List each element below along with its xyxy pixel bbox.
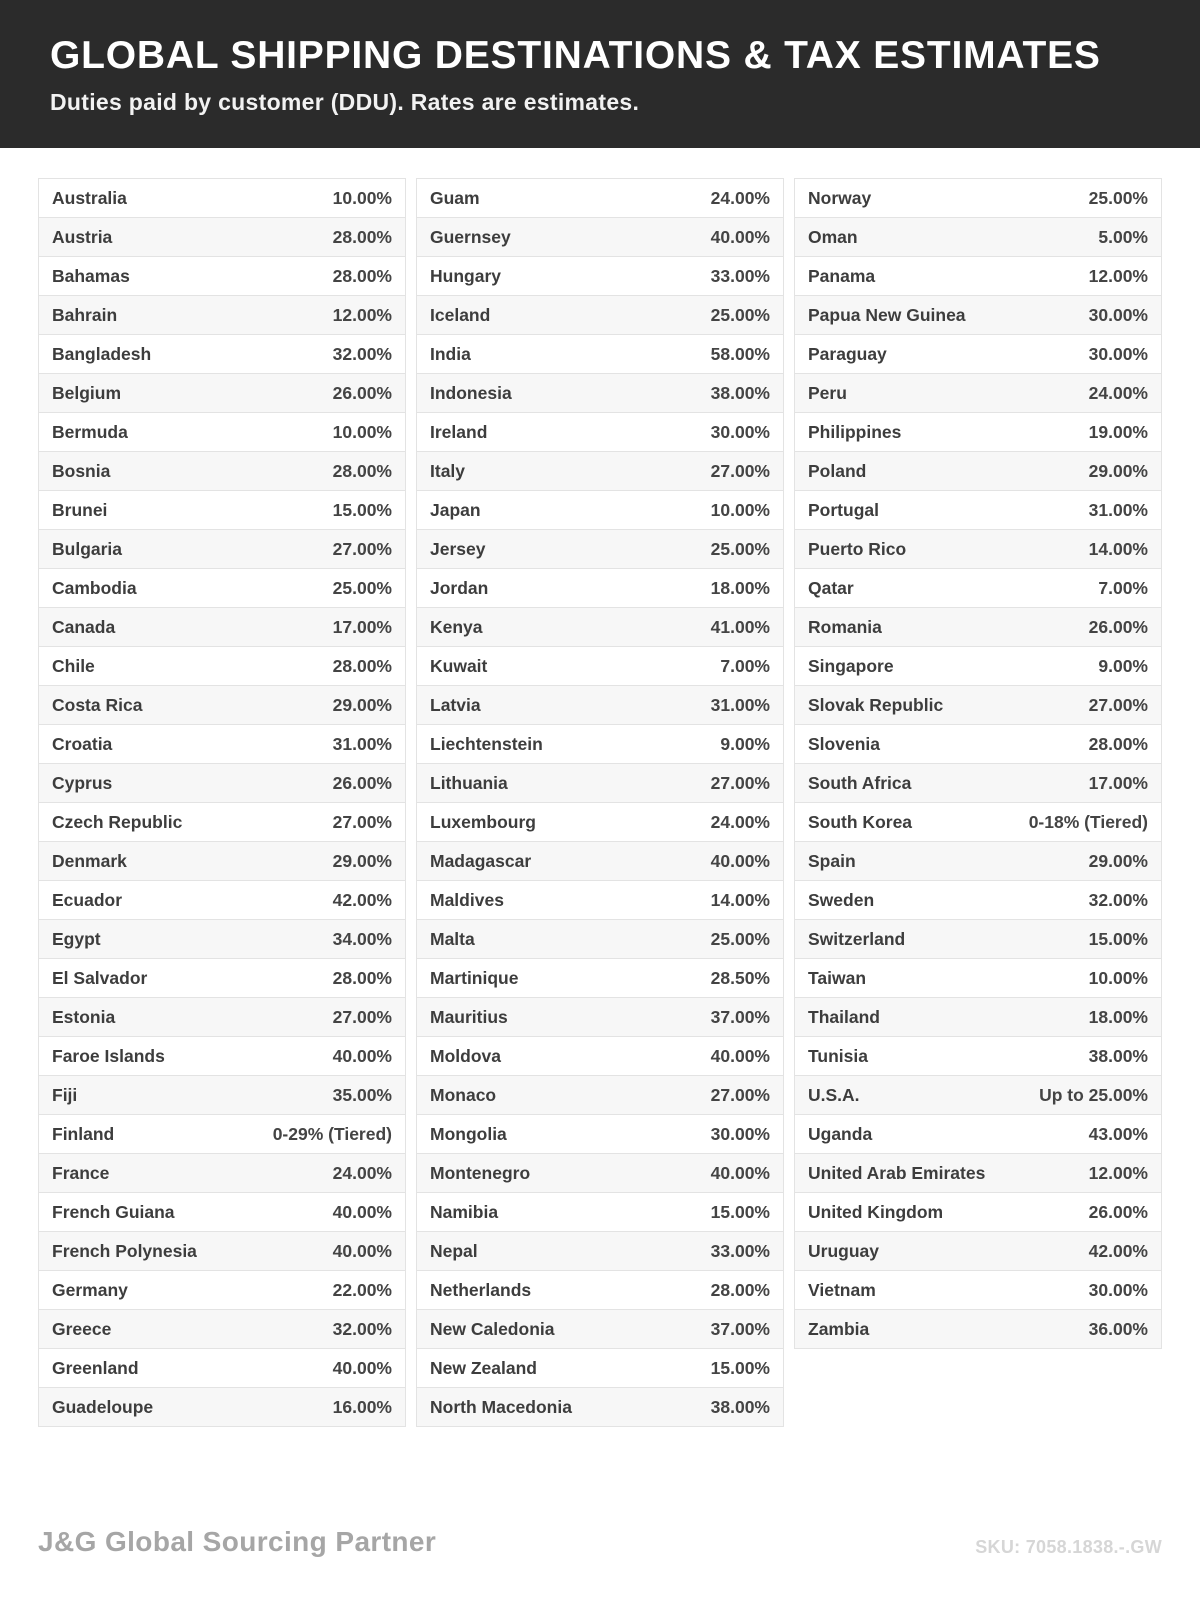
rate-row	[417, 530, 783, 569]
country-name: Montenegro	[430, 1162, 531, 1183]
rate-row	[39, 296, 405, 335]
rate-row	[39, 998, 405, 1037]
country-name: Finland	[52, 1123, 115, 1144]
country-name: French Guiana	[52, 1201, 175, 1222]
tax-rate: 28.50%	[710, 967, 770, 988]
rate-row	[795, 374, 1161, 413]
country-name: Bangladesh	[52, 343, 152, 364]
rate-row	[39, 725, 405, 764]
country-name: Sweden	[808, 889, 875, 910]
country-name: El Salvador	[52, 967, 148, 988]
rate-row	[39, 881, 405, 920]
rate-row	[417, 1193, 783, 1232]
country-name: United Arab Emirates	[808, 1162, 986, 1183]
rate-row	[39, 1076, 405, 1115]
country-name: Guadeloupe	[52, 1396, 154, 1417]
country-name: Switzerland	[808, 928, 906, 949]
country-name: Netherlands	[430, 1279, 532, 1300]
country-name: Bahamas	[52, 265, 130, 286]
country-name: Cyprus	[52, 772, 113, 793]
tax-rate: 10.00%	[710, 499, 770, 520]
country-name: Egypt	[52, 928, 101, 949]
country-name: Malta	[430, 928, 475, 949]
tax-rate: 17.00%	[1088, 772, 1148, 793]
rate-row	[417, 608, 783, 647]
rate-row	[795, 218, 1161, 257]
country-name: Romania	[808, 616, 882, 637]
tax-rate: 18.00%	[710, 577, 770, 598]
tax-rate: 26.00%	[332, 382, 392, 403]
tax-rate: 58.00%	[710, 343, 770, 364]
page-title: GLOBAL SHIPPING DESTINATIONS & TAX ESTIMATES	[50, 34, 1101, 77]
rate-row	[39, 218, 405, 257]
rate-row	[795, 920, 1161, 959]
rate-row	[39, 452, 405, 491]
country-name: Slovak Republic	[808, 694, 944, 715]
country-name: South Korea	[808, 811, 913, 832]
country-name: Guernsey	[430, 226, 511, 247]
tax-rate: 12.00%	[1088, 265, 1148, 286]
country-name: Peru	[808, 382, 847, 403]
tax-rate: 28.00%	[332, 967, 392, 988]
country-name: Poland	[808, 460, 867, 481]
rate-row	[417, 257, 783, 296]
tax-rate: 14.00%	[1088, 538, 1148, 559]
tax-rate: 28.00%	[1088, 733, 1148, 754]
rate-row	[39, 335, 405, 374]
country-name: France	[52, 1162, 110, 1183]
tax-rate: 28.00%	[332, 655, 392, 676]
tax-rate: 28.00%	[332, 265, 392, 286]
rate-row	[417, 725, 783, 764]
country-name: Ecuador	[52, 889, 123, 910]
rate-row	[39, 491, 405, 530]
rate-row	[39, 1388, 405, 1427]
country-name: Estonia	[52, 1006, 116, 1027]
country-name: Mongolia	[430, 1123, 507, 1144]
tax-rate: 0-18% (Tiered)	[1028, 811, 1148, 832]
country-name: Australia	[52, 187, 127, 208]
rate-row	[39, 1115, 405, 1154]
rate-row	[417, 1232, 783, 1271]
tax-rate: 25.00%	[332, 577, 392, 598]
page-footer	[0, 1526, 1200, 1600]
rate-row	[417, 179, 783, 218]
country-name: Paraguay	[808, 343, 887, 364]
tax-rate: 38.00%	[1088, 1045, 1148, 1066]
rate-row	[417, 881, 783, 920]
country-name: Namibia	[430, 1201, 499, 1222]
country-name: Greece	[52, 1318, 112, 1339]
rate-row	[417, 335, 783, 374]
country-name: Uruguay	[808, 1240, 879, 1261]
tax-rate: 15.00%	[1088, 928, 1148, 949]
country-name: Italy	[430, 460, 466, 481]
tax-rate: 40.00%	[332, 1045, 392, 1066]
tax-rate: 37.00%	[710, 1318, 770, 1339]
country-name: Monaco	[430, 1084, 497, 1105]
rate-row	[417, 1388, 783, 1427]
tax-rate: 24.00%	[332, 1162, 392, 1183]
tax-rate: 40.00%	[710, 1162, 770, 1183]
rate-row	[417, 920, 783, 959]
tax-rate: 7.00%	[1098, 577, 1148, 598]
tax-rate: 28.00%	[710, 1279, 770, 1300]
rate-row	[39, 1154, 405, 1193]
country-name: Costa Rica	[52, 694, 143, 715]
rate-row	[795, 1271, 1161, 1310]
rate-row	[795, 569, 1161, 608]
tax-rate: 40.00%	[710, 226, 770, 247]
tax-rate: 15.00%	[710, 1357, 770, 1378]
tax-rate: 19.00%	[1088, 421, 1148, 442]
rate-row	[417, 842, 783, 881]
tax-rate: 9.00%	[720, 733, 770, 754]
country-name: Mauritius	[430, 1006, 508, 1027]
tax-rate: 30.00%	[710, 1123, 770, 1144]
country-name: Croatia	[52, 733, 113, 754]
tax-rate: 25.00%	[1088, 187, 1148, 208]
country-name: South Africa	[808, 772, 912, 793]
country-name: New Caledonia	[430, 1318, 555, 1339]
tax-rate: 33.00%	[710, 1240, 770, 1261]
tax-rate: 42.00%	[332, 889, 392, 910]
country-name: Martinique	[430, 967, 519, 988]
tax-rate: 12.00%	[1088, 1162, 1148, 1183]
tax-rate: 30.00%	[1088, 304, 1148, 325]
rate-row	[795, 803, 1161, 842]
rate-row	[795, 1076, 1161, 1115]
tax-rate: 22.00%	[332, 1279, 392, 1300]
country-name: Denmark	[52, 850, 127, 871]
rate-row	[417, 452, 783, 491]
tax-rate: 27.00%	[710, 772, 770, 793]
country-name: Slovenia	[808, 733, 880, 754]
rate-row	[39, 959, 405, 998]
rate-row	[39, 764, 405, 803]
page-subtitle: Duties paid by customer (DDU). Rates are estimates.	[50, 88, 640, 115]
tax-rate: 10.00%	[1088, 967, 1148, 988]
rate-row	[417, 686, 783, 725]
tax-rate: 27.00%	[332, 811, 392, 832]
rate-row	[795, 413, 1161, 452]
rate-row	[39, 1037, 405, 1076]
tax-rate: 5.00%	[1098, 226, 1148, 247]
tax-rate: 27.00%	[710, 1084, 770, 1105]
country-name: Lithuania	[430, 772, 508, 793]
tax-rate: 31.00%	[710, 694, 770, 715]
country-name: Thailand	[808, 1006, 880, 1027]
rate-row	[39, 374, 405, 413]
tax-rate: 16.00%	[332, 1396, 392, 1417]
tax-rate: 25.00%	[710, 304, 770, 325]
country-name: Bosnia	[52, 460, 111, 481]
tax-rate: 24.00%	[1088, 382, 1148, 403]
rate-row	[795, 647, 1161, 686]
tax-rate: 32.00%	[1088, 889, 1148, 910]
tax-rate: 34.00%	[332, 928, 392, 949]
tax-rate: 26.00%	[1088, 616, 1148, 637]
tax-rate: 27.00%	[332, 1006, 392, 1027]
tax-rate: 32.00%	[332, 343, 392, 364]
rate-row	[417, 413, 783, 452]
country-name: Nepal	[430, 1240, 478, 1261]
country-name: Canada	[52, 616, 116, 637]
tax-rate: 25.00%	[710, 538, 770, 559]
country-name: Guam	[430, 187, 480, 208]
rate-row	[39, 569, 405, 608]
tax-rate: 40.00%	[710, 850, 770, 871]
tax-rate: 28.00%	[332, 460, 392, 481]
rate-row	[795, 1115, 1161, 1154]
rate-row	[795, 179, 1161, 218]
tax-rate: 12.00%	[332, 304, 392, 325]
country-name: Zambia	[808, 1318, 870, 1339]
rate-row	[795, 959, 1161, 998]
tax-rate: 30.00%	[1088, 1279, 1148, 1300]
rate-row	[795, 1193, 1161, 1232]
rate-row	[795, 608, 1161, 647]
country-name: Papua New Guinea	[808, 304, 966, 325]
rate-row	[417, 959, 783, 998]
rate-row	[795, 764, 1161, 803]
country-name: Madagascar	[430, 850, 532, 871]
tax-rate: 24.00%	[710, 811, 770, 832]
tax-rate: 43.00%	[1088, 1123, 1148, 1144]
rate-row	[39, 803, 405, 842]
country-name: Bahrain	[52, 304, 118, 325]
country-name: Tunisia	[808, 1045, 868, 1066]
country-name: Panama	[808, 265, 876, 286]
country-name: Philippines	[808, 421, 902, 442]
rate-row	[417, 647, 783, 686]
rate-row	[795, 491, 1161, 530]
rate-row	[39, 842, 405, 881]
tax-rate: 28.00%	[332, 226, 392, 247]
tax-rate: 17.00%	[332, 616, 392, 637]
rate-row	[417, 1115, 783, 1154]
country-name: Puerto Rico	[808, 538, 907, 559]
rate-row	[795, 1232, 1161, 1271]
tax-rate: 10.00%	[332, 187, 392, 208]
tax-rate: 36.00%	[1088, 1318, 1148, 1339]
tax-rate: 26.00%	[332, 772, 392, 793]
country-name: Luxembourg	[430, 811, 536, 832]
country-name: U.S.A.	[808, 1084, 860, 1105]
rates-column-2	[416, 178, 784, 1427]
country-name: Portugal	[808, 499, 879, 520]
tax-rate: 24.00%	[710, 187, 770, 208]
tax-rate: 18.00%	[1088, 1006, 1148, 1027]
country-name: Bulgaria	[52, 538, 123, 559]
country-name: United Kingdom	[808, 1201, 944, 1222]
rate-row	[795, 1037, 1161, 1076]
tax-rate: 29.00%	[1088, 850, 1148, 871]
rate-row	[39, 257, 405, 296]
country-name: Hungary	[430, 265, 501, 286]
tax-rate: 9.00%	[1098, 655, 1148, 676]
country-name: Japan	[430, 499, 481, 520]
rate-row	[795, 257, 1161, 296]
tax-rate: 15.00%	[332, 499, 392, 520]
rate-row	[417, 218, 783, 257]
country-name: Liechtenstein	[430, 733, 543, 754]
rate-row	[417, 803, 783, 842]
tax-rate: 10.00%	[332, 421, 392, 442]
tax-rate: 27.00%	[710, 460, 770, 481]
tax-rate: 27.00%	[1088, 694, 1148, 715]
rates-column-3	[794, 178, 1162, 1349]
rate-row	[795, 335, 1161, 374]
rate-row	[417, 1154, 783, 1193]
rate-row	[39, 530, 405, 569]
country-name: Bermuda	[52, 421, 128, 442]
rate-row	[39, 1349, 405, 1388]
country-name: Jordan	[430, 577, 489, 598]
rate-row	[417, 1349, 783, 1388]
tax-rate: 29.00%	[332, 850, 392, 871]
tax-rate: 7.00%	[720, 655, 770, 676]
country-name: Greenland	[52, 1357, 139, 1378]
country-name: Uganda	[808, 1123, 873, 1144]
rate-row	[417, 998, 783, 1037]
page-header	[0, 0, 1200, 148]
tax-rate: 25.00%	[710, 928, 770, 949]
country-name: Belgium	[52, 382, 122, 403]
tax-rate: 41.00%	[710, 616, 770, 637]
country-name: Taiwan	[808, 967, 867, 988]
tax-rate: 29.00%	[1088, 460, 1148, 481]
rate-row	[417, 374, 783, 413]
rate-row	[39, 1193, 405, 1232]
country-name: Qatar	[808, 577, 854, 598]
rate-row	[39, 179, 405, 218]
rate-row	[39, 686, 405, 725]
tax-rate: 40.00%	[710, 1045, 770, 1066]
tax-rate: 38.00%	[710, 382, 770, 403]
country-name: Maldives	[430, 889, 504, 910]
country-name: Latvia	[430, 694, 481, 715]
tax-rate: 15.00%	[710, 1201, 770, 1222]
tax-rate: 33.00%	[710, 265, 770, 286]
rate-row	[417, 764, 783, 803]
tax-rate: 30.00%	[710, 421, 770, 442]
tax-rate: 31.00%	[332, 733, 392, 754]
tax-rate: 27.00%	[332, 538, 392, 559]
tax-rate: 14.00%	[710, 889, 770, 910]
country-name: Brunei	[52, 499, 108, 520]
rate-row	[417, 569, 783, 608]
tax-rate: 37.00%	[710, 1006, 770, 1027]
country-name: Germany	[52, 1279, 128, 1300]
country-name: Kuwait	[430, 655, 488, 676]
rate-row	[39, 413, 405, 452]
rate-row	[795, 998, 1161, 1037]
country-name: Oman	[808, 226, 858, 247]
tax-rate: 40.00%	[332, 1201, 392, 1222]
tax-rate: 40.00%	[332, 1240, 392, 1261]
country-name: North Macedonia	[430, 1396, 572, 1417]
country-name: Singapore	[808, 655, 894, 676]
sku-label: SKU: 7058.1838.-.GW	[975, 1537, 1162, 1557]
rate-row	[795, 881, 1161, 920]
country-name: French Polynesia	[52, 1240, 197, 1261]
tax-rate: 40.00%	[332, 1357, 392, 1378]
rate-row	[39, 608, 405, 647]
country-name: India	[430, 343, 471, 364]
country-name: Czech Republic	[52, 811, 183, 832]
country-name: Norway	[808, 187, 872, 208]
tax-rate: 42.00%	[1088, 1240, 1148, 1261]
rate-row	[39, 1271, 405, 1310]
brand-name: J&G Global Sourcing Partner	[38, 1526, 437, 1557]
tax-rate: Up to 25.00%	[1039, 1084, 1148, 1105]
country-name: Austria	[52, 226, 113, 247]
rate-row	[795, 296, 1161, 335]
rate-row	[795, 725, 1161, 764]
tax-rate: 29.00%	[332, 694, 392, 715]
rate-row	[795, 1310, 1161, 1349]
tax-rate: 26.00%	[1088, 1201, 1148, 1222]
rate-row	[39, 647, 405, 686]
rate-row	[795, 452, 1161, 491]
tax-rate: 38.00%	[710, 1396, 770, 1417]
country-name: Chile	[52, 655, 95, 676]
rate-row	[417, 1310, 783, 1349]
rate-row	[795, 842, 1161, 881]
country-name: Fiji	[52, 1084, 78, 1105]
country-name: Kenya	[430, 616, 483, 637]
rate-row	[795, 530, 1161, 569]
tax-rate: 32.00%	[332, 1318, 392, 1339]
country-name: Cambodia	[52, 577, 137, 598]
rates-column-1	[38, 178, 406, 1427]
country-name: Moldova	[430, 1045, 501, 1066]
rate-row	[39, 1310, 405, 1349]
tax-rate: 0-29% (Tiered)	[272, 1123, 392, 1144]
rate-row	[417, 491, 783, 530]
country-name: Vietnam	[808, 1279, 876, 1300]
rate-row	[417, 1076, 783, 1115]
rates-table	[0, 178, 1200, 1427]
rate-row	[795, 1154, 1161, 1193]
rate-row	[39, 1232, 405, 1271]
country-name: Spain	[808, 850, 856, 871]
rate-row	[417, 1037, 783, 1076]
rate-row	[795, 686, 1161, 725]
rate-row	[417, 296, 783, 335]
country-name: New Zealand	[430, 1357, 537, 1378]
country-name: Jersey	[430, 538, 486, 559]
tax-rate: 31.00%	[1088, 499, 1148, 520]
tax-rate: 30.00%	[1088, 343, 1148, 364]
rate-row	[39, 920, 405, 959]
country-name: Ireland	[430, 421, 488, 442]
country-name: Iceland	[430, 304, 491, 325]
country-name: Indonesia	[430, 382, 512, 403]
country-name: Faroe Islands	[52, 1045, 165, 1066]
rate-row	[417, 1271, 783, 1310]
tax-rate: 35.00%	[332, 1084, 392, 1105]
